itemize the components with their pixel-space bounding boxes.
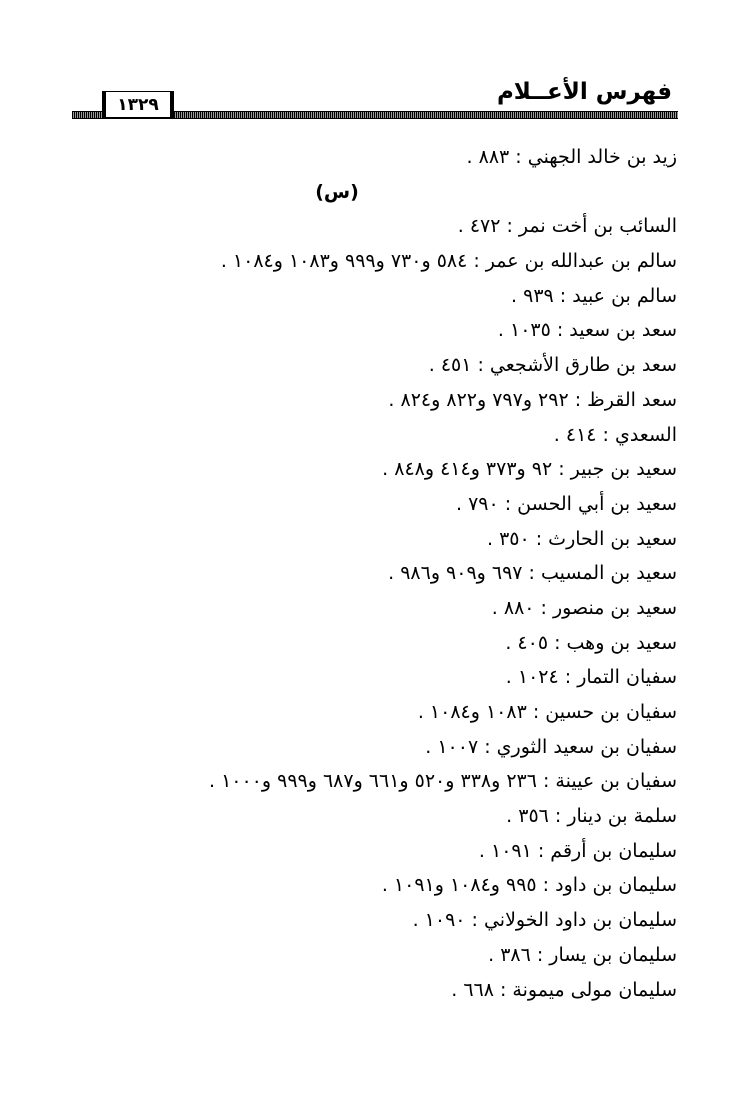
index-entry: السعدي : ٤١٤ . <box>553 423 677 446</box>
index-entry: زيد بن خالد الجهني : ٨٨٣ . <box>466 146 677 168</box>
index-entry: سعيد بن جبير : ٩٢ و٣٧٣ و٤١٤ و٨٤٨ . <box>382 458 677 481</box>
index-entry: سليمان بن داود : ٩٩٥ و١٠٨٤ و١٠٩١ . <box>381 874 677 897</box>
index-entry: سعيد بن منصور : ٨٨٠ . <box>491 596 677 619</box>
index-entry: سعد بن طارق الأشجعي : ٤٥١ . <box>428 354 677 377</box>
index-entry: سليمان بن يسار : ٣٨٦ . <box>488 943 677 966</box>
index-entry: سعيد بن الحارث : ٣٥٠ . <box>486 527 677 550</box>
index-entry: سالم بن عبدالله بن عمر : ٥٨٤ و٧٣٠ و٩٩٩ و١٠٨٣ و١٠٨٤ . <box>220 250 677 273</box>
index-entry: سليمان بن داود الخولاني : ١٠٩٠ . <box>412 909 677 932</box>
index-entry: السائب بن أخت نمر : ٤٧٢ . <box>457 215 677 238</box>
index-entry: سفيان التمار : ١٠٢٤ . <box>505 666 677 689</box>
index-entry: سعد القرظ : ٢٩٢ و٧٩٧ و٨٢٢ و٨٢٤ . <box>388 388 677 411</box>
index-entry: سفيان بن عيينة : ٢٣٦ و٣٣٨ و٥٢٠ و٦٦١ و٦٨٧ و٩٩٩ و١٠٠٠ . <box>208 770 677 793</box>
index-entry: سعد بن سعيد : ١٠٣٥ . <box>497 319 677 342</box>
index-entry: سعيد بن المسيب : ٦٩٧ و٩٠٩ و٩٨٦ . <box>388 562 677 585</box>
page-title: فهرس الأعــلام <box>496 79 672 105</box>
index-entry: سلمة بن دينار : ٣٥٦ . <box>506 805 677 828</box>
section-heading: (س) <box>315 180 359 203</box>
index-entry: سفيان بن حسين : ١٠٨٣ و١٠٨٤ . <box>417 701 677 723</box>
index-entry: سعيد بن وهب : ٤٠٥ . <box>505 631 677 654</box>
index-entry: سليمان بن أرقم : ١٠٩١ . <box>478 839 677 862</box>
index-entry: سالم بن عبيد : ٩٣٩ . <box>511 284 677 307</box>
index-entries <box>117 140 677 1007</box>
page-header <box>72 72 678 124</box>
index-entry: سفيان بن سعيد الثوري : ١٠٠٧ . <box>425 735 677 758</box>
index-entry: سليمان مولى ميمونة : ٦٦٨ . <box>451 978 677 1001</box>
page-number: ١٣٢٩ <box>102 91 174 119</box>
index-entry: سعيد بن أبي الحسن : ٧٩٠ . <box>455 492 677 515</box>
